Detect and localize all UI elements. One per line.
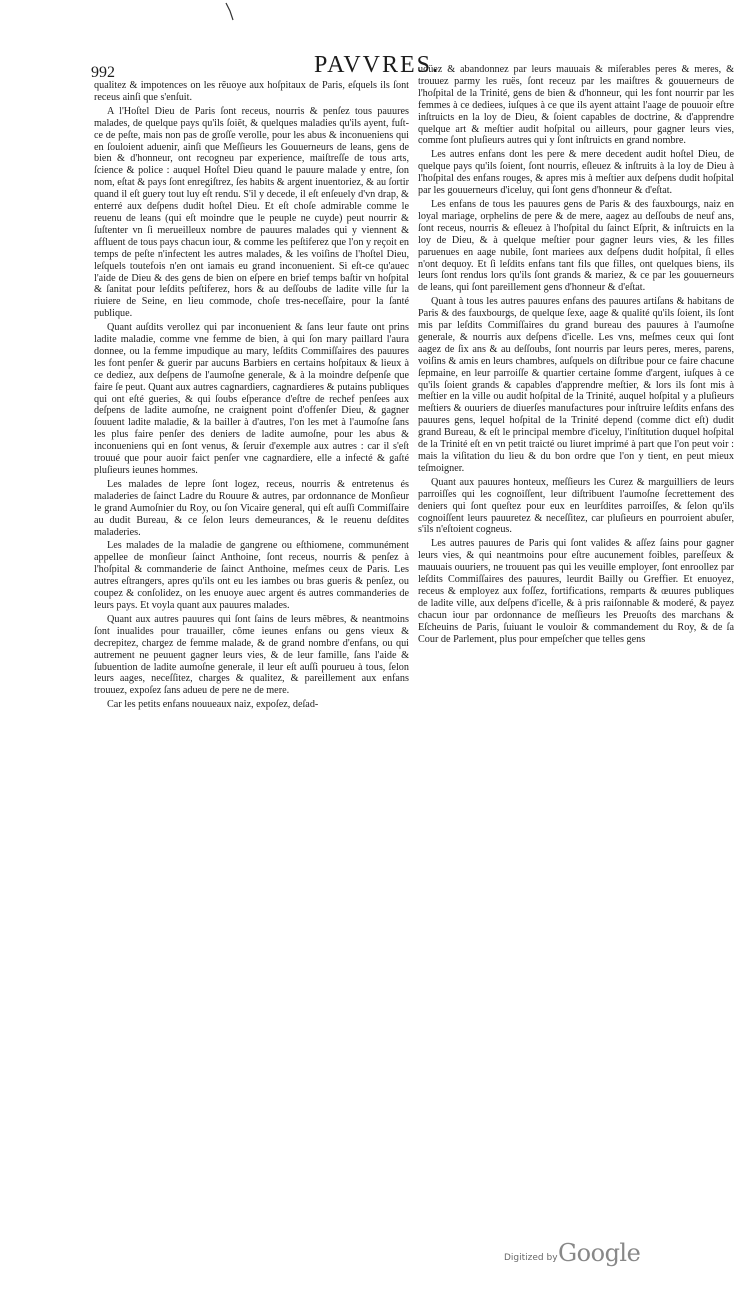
paragraph: A l'Hoſtel Dieu de Paris ſont receus, nourris & penſez tous pauures malades, de quelque pays qu'ils ſoiẽt, & quelques maladies qu'ils ayent, fuſt-ce de peſte, mais non pas de groſſe verolle, pour les abus & inconueniens qui en ſouloient aduenir, ainſi que Meſſieurs les Gouuerneurs de leans, gens de bien & d'honneur, ont recogneu par experience, maiſtreſſe de tous arts, ſcience & police : auquel Hoſtel Dieu quand le pauure malade y entre, ſon nom, eſtat & pays ſont enregiſtrez, ſes habits & argent inuentoriez, & au ſortir quand il eſt guery tout luy eſt rendu. S'il y decede, il eſt enſeuely d'vn drap, & enterré aux deſpens dudit hoſtel Dieu. Et eſt choſe admirable comme le reuenu de leans (qui eſt moindre que le peuple ne cuyde) peut nourrir & ſuſtenter vn ſi merueilleux nombre de pauures malades qui y viennent & affluent de tous pays chacun iour, & comme les peſtiferez que l'on y reçoit en temps de peſte n'infectent les autres malades, & les voiſins de l'hoſtel Dieu, leſquels toutefois n'en ont iamais eu grand inconuenient. Si eſt-ce qu'auec l'aide de Dieu & des gens de bien on eſpere en brief temps baſtir vn hoſpital & ſanitat pour leſdits peſtiferez, hors & au deſſoubs de ladite ville ſur la riuiere de Seine, en lieu commode, choſe tres-neceſſaire, pour la ſanté publique.	[94, 105, 409, 320]
google-logo: Google	[558, 1239, 641, 1267]
digitized-by-google-badge	[504, 1238, 641, 1272]
paragraph: Quant aux pauures honteux, meſſieurs les Curez & marguilliers de leurs parroiſſes qui les cognoiſſent, leur diſtribuent l'aumoſne ſecrettement des deniers qui ſont queſtez pour eux en leurſdites parroiſſes, & ſelon qu'ils cognoiſſent leurs pauuretez & neceſſitez, car pluſieurs en pourroient abuſer, s'ils n'eſtoient cogneus.	[418, 476, 734, 536]
paragraph: Les malades de lepre ſont logez, receus, nourris & entretenus és maladeries de ſainct Ladre du Rouure & autres, par ordonnance de Monſieur le grand Aumoſnier du Roy, ou ſon Vicaire general, qui eſt auſſi Commiſſaire au dudit Bureau, & ce ſelon leurs demeurances, & le reuenu deſdites maladeries.	[94, 478, 409, 538]
running-title: PAVVRES.	[313, 52, 441, 78]
paragraph: Quant auſdits verollez qui par inconuenient & ſans leur faute ont prins ladite maladie, comme vne femme de bien, à qui ſon mary paillard l'aura donnee, ou la femme impudique au mary, leſdits Commiſſaires des pauures les font penſer & guerir par aucuns Barbiers en certains hoſpitaux & lieux à ce dediez, aux deſpens de l'aumoſne generale, & à la moindre deſpenſe que faire ſe peut. Quant aux autres cagnardiers, cagnardieres & putains publiques qui ont eſté gueries, & qui ſoubs eſperance d'eſtre de rechef penſees aux deſpens de ladite aumoſne, ne craignent point d'offenſer Dieu, & gagner ſouuent ladite maladie, & la bailler à d'autres, l'on les met à l'aumoſne ſans les plus faire penſer des deniers de ladite aumoſne, pour les abus & inconueniens qui en ſont venus, & ſeruir d'exemple aux autres : car il s'eſt trouué que pour auoir faict penſer vne cagnardiere, elle a infecté & gaſté pluſieurs ieunes hommes.	[94, 322, 409, 476]
paragraph: qualitez & impotences on les rẽuoye aux hoſpitaux de Paris, eſquels ils ſont receus ainſi que s'enſuit.	[94, 80, 409, 103]
paragraph: Les autres pauures de Paris qui ſont valides & aſſez ſains pour gagner leurs vies, & qui neantmoins pour eſtre aucunement foibles, pareſſeux & mauuais ouuriers, ne trouuent pas qui les veuille employer, ſont enroollez par leſdits Commiſſaires des pauures, leurdit Bailly ou Greffier. Et enuoyez, receus & employez aux foſſez, fortifications, remparts & œuures publiques de ladite ville, aux deſpens d'icelle, & à pris raiſonnable & moderé, & payez chacun iour par ordonnance de meſſieurs les Preuoſts des marchans & Eſcheuins de Paris, ſuiuant le vouloir & commandement du Roy, & de ſa Cour de Parlement, plus pour empeſcher que telles gens	[418, 538, 734, 645]
paragraph: Les autres enfans dont les pere & mere decedent audit hoſtel Dieu, de quelque pays qu'ils ſoient, ſont nourris, eſleuez & inſtruits à la loy de Dieu à l'hoſpital des enfans rouges, & apres mis à meſtier aux deſpens dudit hoſpital par les gouuerneurs d'iceluy, qui ſont gens d'honneur & d'eſtat.	[418, 149, 734, 197]
left-column	[94, 80, 409, 713]
paragraph: Les enfans de tous les pauures gens de Paris & des fauxbourgs, naiz en loyal mariage, orphelins de pere & de mere, aagez au deſſoubs de neuf ans, ſont receus, nourris & eſleuez à l'hoſpital du ſainct Eſprit, & inſtruicts en la loy de Dieu, & à quelque meſtier pour gagner leurs vies, & les filles paruenues en aage nubile, ſont mariees aux deſpens dudit hoſpital, ſi elles n'ont dequoy. Et ſi leſdits enfans tant fils que filles, ont quelques biens, ils leurs ſont rendus lors qu'ils ſont grands & mariez, & ce par les gouuerneurs de leans, qui ſont pareillement gens d'honneur & d'eſtat.	[418, 198, 734, 294]
paragraph: Quant à tous les autres pauures enfans des pauures artiſans & habitans de Paris & des fauxbourgs, de quelque ſexe, aage & qualité qu'ils ſoient, ils ſont mis par leſdits Commiſſaires du grand bureau des pauures à l'aumoſne generale, & nourris aux deſpens d'icelle. Les vns, meſmes ceux qui ſont aagez de ſix ans & au deſſoubs, ſont nourris par leurs peres, meres, parens, voiſins & amis en leurs chambres, auſquels on diſtribue pour ce faire chacune ſepmaine, en leur parroiſſe & quartier certaine ſomme d'argent, iuſques à ce qu'ils ſoient grands & capables d'apprendre meſtier, & lors ils ſont mis à meſtier en la ville ou audit hoſpital de la Trinité, auquel hoſpital y a pluſieurs meſtiers & ouuriers de diuerſes manufactures pour inſtruire leſdits enfans des pauures gens, lequel hoſpital de la Trinité depend (comme dict eſt) dudit grand Bureau, & eſt le principal membre d'iceluy, l'inſtitution duquel hoſpital de la Trinité eſt en vn petit traicté ou liuret imprimé à part que l'on peut voir : mais la viſitation du lieu & du bon ordre que l'on y tient, en peut mieux teſmoigner.	[418, 296, 734, 474]
right-column	[418, 64, 734, 648]
paragraph: uoüez & abandonnez par leurs mauuais & miſerables peres & meres, & trouuez parmy les ruës, ſont receuz par les maiſtres & gouuerneurs de l'hoſpital de la Trinité, gens de bien & d'honneur, qui les font nourrir par les femmes à ce dediees, iuſques à ce que ils ayent attaint l'aage de pouuoir eſtre inſtruicts en la loy de Dieu, & ſoient capables de doctrine, & d'apprendre quelque art & meſtier audit hoſpital ou ailleurs, pour gagner leurs vies, comme ſont pluſieurs autres qui y ſont inſtruicts en grand nombre.	[418, 64, 734, 147]
page-number: 992	[91, 64, 115, 81]
paragraph: Quant aux autres pauures qui ſont ſains de leurs mẽbres, & neantmoins ſont inualides pour trauailler, cõme ieunes enfans ou gens vieux & decrepitez, chargez de femme malade, & de grand nombre d'enfans, ou qui autrement ne peuuent gagner leurs vies, & de leur famille, ſans l'aide & ſubuention de ladite aumoſne generale, il leur eſt auſſi pourueu à tous, ſelon leurs aages, neceſſitez, charges & qualitez, & pareillement aux enfans trouuez, expoſez ſans adueu de pere ne de mere.	[94, 613, 409, 697]
paragraph: Les malades de la maladie de gangrene ou eſthiomene, communément appellee de monſieur ſainct Anthoine, ſont receus, nourris & penſez à l'hoſpital & commanderie de ſainct Anthoine, meſmes ceux de Paris. Les autres eſtrangers, apres qu'ils ont eu les iambes ou bras gueris & penſez, ou coupez & conſolidez, on les enuoye auec argent és autres commanderies de leurs pays. Et voyla quant aux pauures malades.	[94, 540, 409, 611]
ink-mark	[224, 2, 236, 22]
paragraph: Car les petits enfans nouueaux naiz, expoſez, deſad-	[107, 699, 319, 711]
digitized-by-label: Digitized by	[504, 1253, 558, 1263]
